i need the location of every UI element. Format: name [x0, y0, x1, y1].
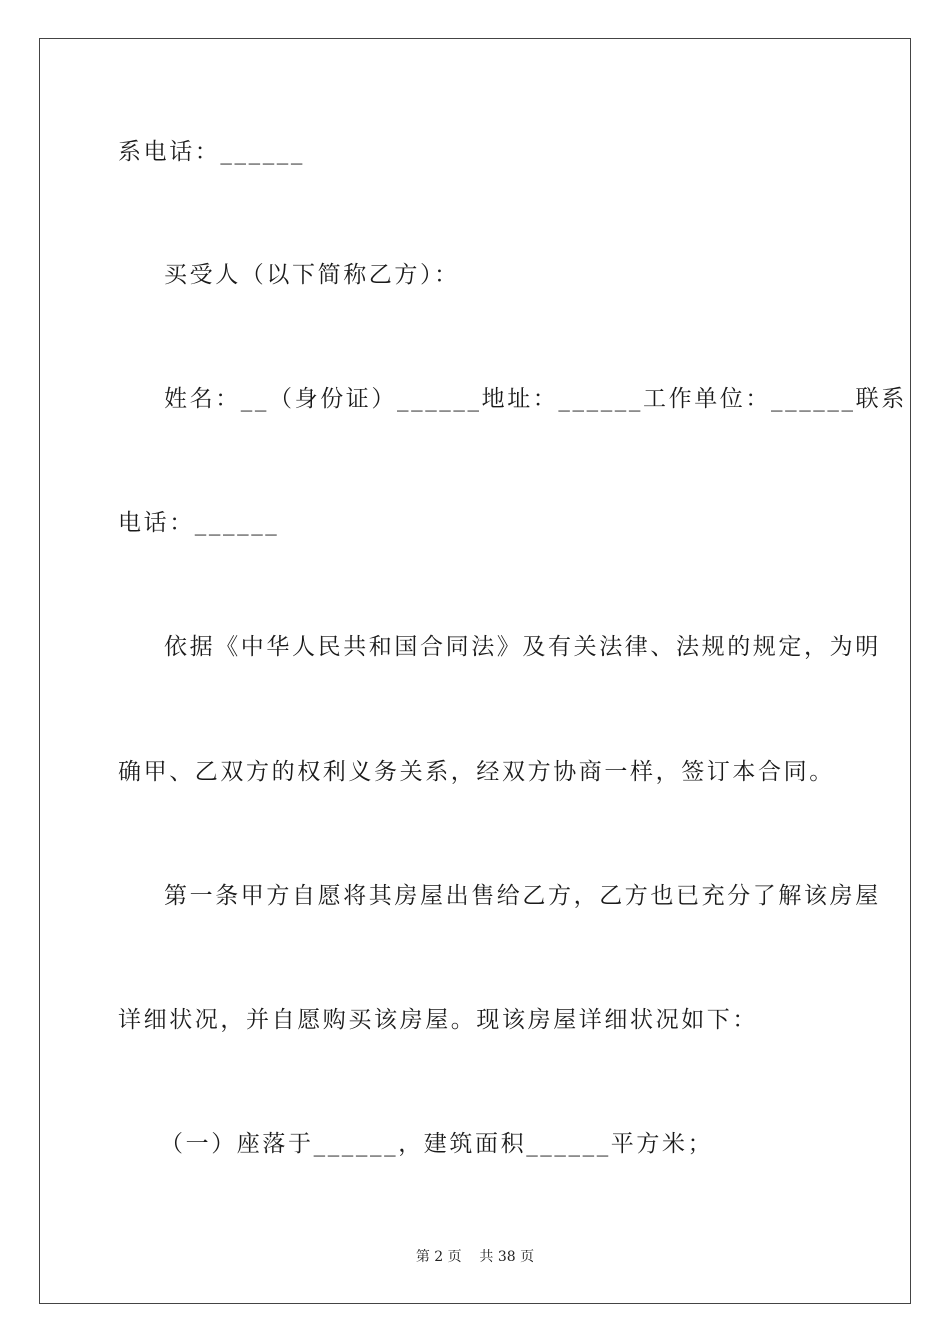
page-frame — [39, 38, 911, 1304]
contract-line-house-details: 详细状况，并自愿购买该房屋。现该房屋详细状况如下： — [118, 1007, 758, 1033]
contract-line-buyer-phone: 电话：______ — [118, 510, 280, 536]
contract-line-legal-basis: 依据《中华人民共和国合同法》及有关法律、法规的规定，为明 — [164, 634, 881, 660]
contract-line-seller-phone: 系电话：______ — [118, 139, 305, 165]
contract-line-buyer-info: 姓名：__（身份证）______地址：______工作单位：______联系 — [164, 386, 907, 412]
contract-line-buyer-heading: 买受人（以下简称乙方）： — [164, 262, 460, 288]
contract-line-location: （一）座落于______，建筑面积______平方米； — [160, 1131, 714, 1157]
page-number-footer: 第 2 页 共 38 页 — [415, 1249, 535, 1265]
contract-line-agreement: 确甲、乙双方的权利义务关系，经双方协商一样，签订本合同。 — [118, 759, 835, 785]
contract-line-article-one: 第一条甲方自愿将其房屋出售给乙方，乙方也已充分了解该房屋 — [164, 883, 881, 909]
